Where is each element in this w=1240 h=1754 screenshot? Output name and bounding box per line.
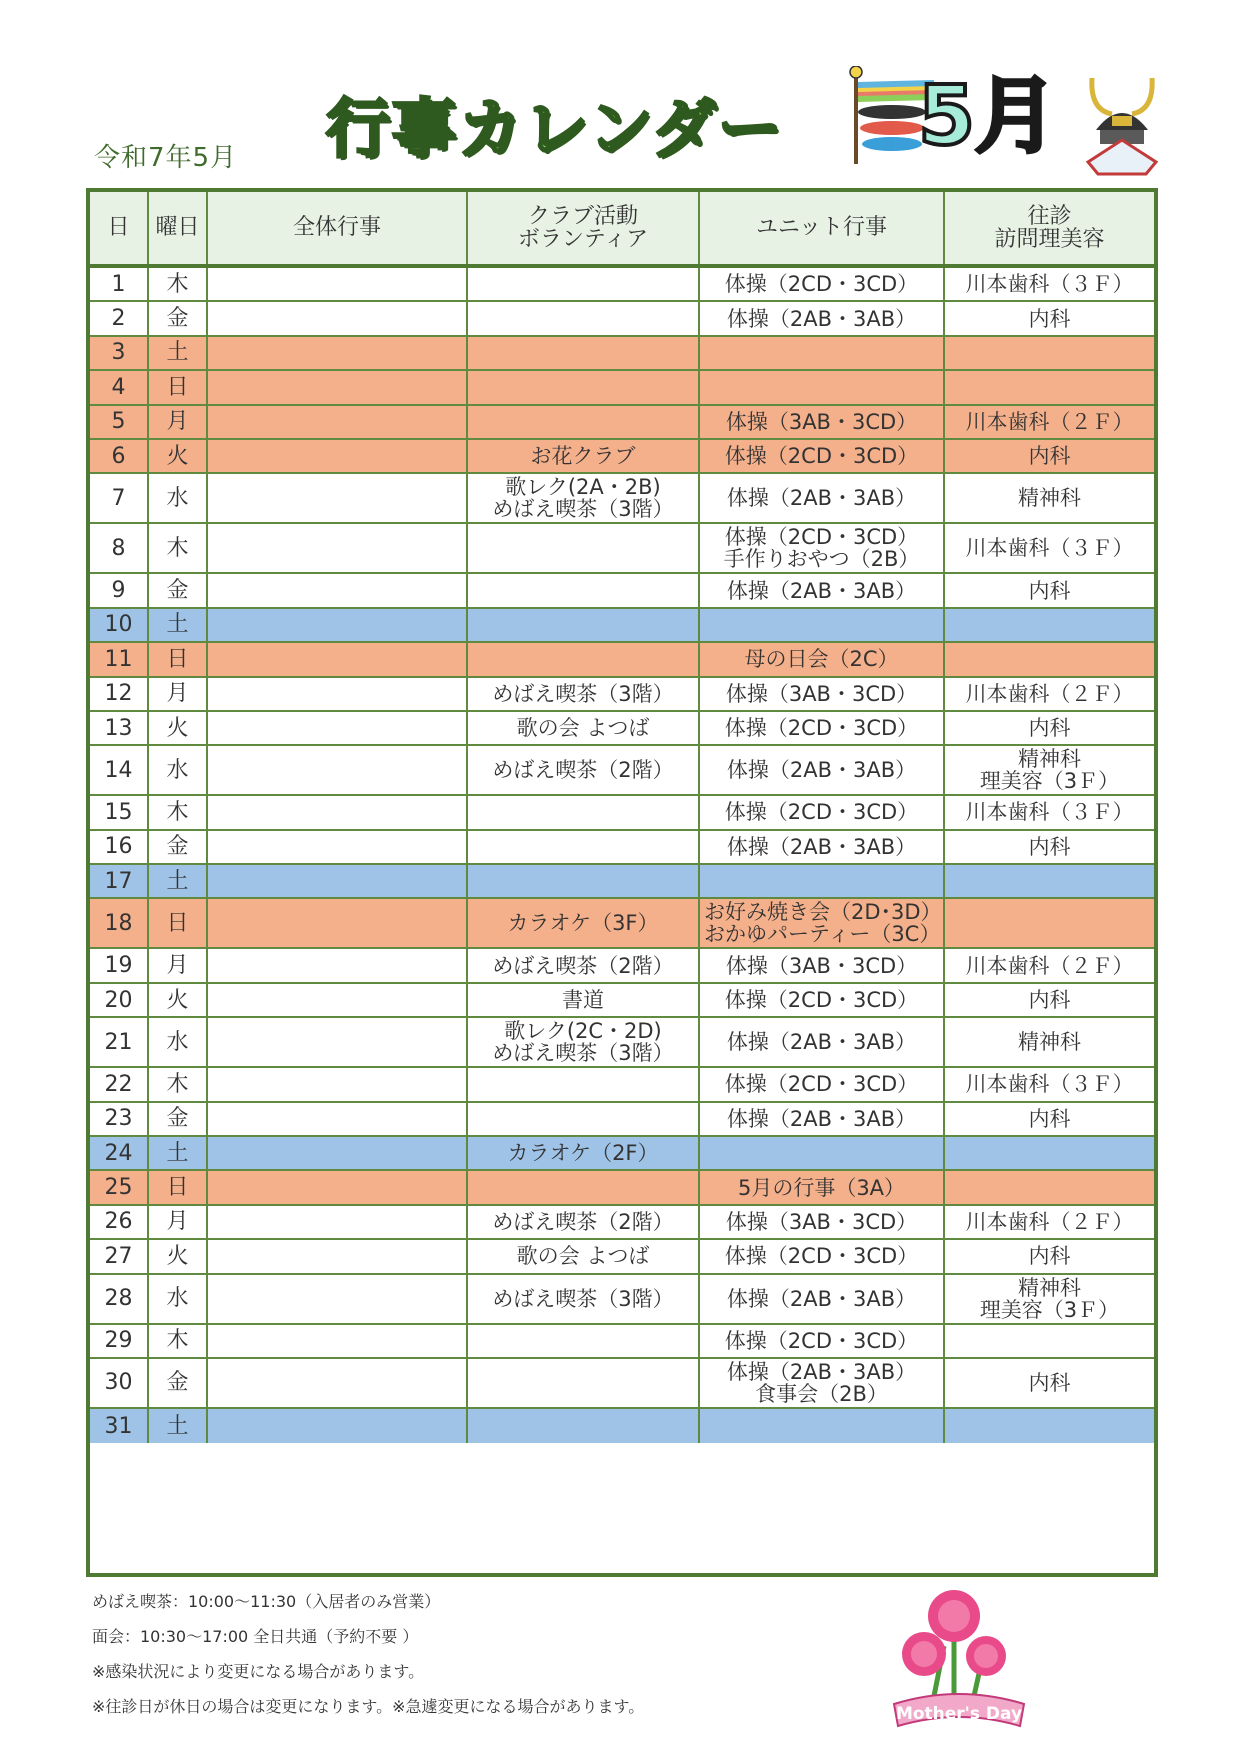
club-cell: [468, 643, 700, 675]
day-cell: 1: [90, 268, 149, 300]
day-cell: 26: [90, 1206, 149, 1238]
unit-events-cell: お好み焼き会（2D･3D） おかゆパーティー（3C）: [700, 899, 945, 947]
unit-events-cell: 体操（2AB・3AB）: [700, 1018, 945, 1066]
weekday-cell: 月: [149, 678, 208, 710]
unit-events-cell: 体操（2AB・3AB）: [700, 574, 945, 606]
table-body: [90, 268, 1154, 1573]
club-cell: [468, 574, 700, 606]
calendar-row: [90, 984, 1154, 1018]
day-cell: 16: [90, 831, 149, 863]
visit-cell: 内科: [1028, 1370, 1071, 1395]
club-cell: [468, 609, 700, 641]
visit-cell: [945, 1171, 1154, 1203]
visit-cell: 精神科 理美容（3Ｆ）: [979, 1275, 1120, 1322]
header-club-volunteer: クラブ活動 ボランティア: [468, 192, 700, 264]
all-events-cell: [208, 643, 468, 675]
weekday-cell: 水: [149, 746, 208, 794]
weekday-cell: 水: [149, 1275, 208, 1323]
all-events-cell: [208, 1103, 468, 1135]
weekday-cell: 土: [149, 865, 208, 897]
calendar-row: [90, 1068, 1154, 1102]
weekday-cell: 火: [149, 984, 208, 1016]
all-events-cell: [208, 474, 468, 522]
calendar-row: [90, 406, 1154, 440]
club-cell: [468, 406, 700, 438]
weekday-cell: 日: [149, 371, 208, 403]
all-events-cell: [208, 609, 468, 641]
weekday-cell: 木: [149, 796, 208, 828]
day-cell: 3: [90, 337, 149, 369]
unit-events-cell: 体操（2CD・3CD）: [700, 1068, 945, 1100]
day-cell: 25: [90, 1171, 149, 1203]
header-all-events: 全体行事: [208, 192, 468, 264]
header-day: 日: [90, 192, 149, 264]
calendar-row: [90, 474, 1154, 524]
weekday-cell: 火: [149, 440, 208, 472]
calendar-row: [90, 1171, 1154, 1205]
day-cell: 14: [90, 746, 149, 794]
weekday-cell: 木: [149, 268, 208, 300]
all-events-cell: [208, 1409, 468, 1443]
carnation-bouquet-icon: [874, 1576, 1044, 1736]
day-cell: 29: [90, 1325, 149, 1357]
unit-events-cell: 体操（2CD・3CD）: [700, 268, 945, 300]
unit-events-cell: [700, 1409, 945, 1443]
all-events-cell: [208, 1137, 468, 1169]
club-cell: めばえ喫茶（3階）: [468, 678, 700, 710]
day-cell: 13: [90, 712, 149, 744]
all-events-cell: [208, 406, 468, 438]
unit-events-cell: 体操（2CD・3CD）: [700, 796, 945, 828]
day-cell: 6: [90, 440, 149, 472]
all-events-cell: [208, 796, 468, 828]
unit-events-cell: 体操（2CD・3CD） 手作りおやつ（2B）: [700, 524, 945, 572]
visit-cell: 内科: [1028, 1244, 1071, 1269]
all-events-cell: [208, 712, 468, 744]
calendar-row: [90, 643, 1154, 677]
weekday-cell: 土: [149, 1409, 208, 1443]
visit-cell: 精神科: [1018, 486, 1081, 511]
unit-events-cell: 体操（2AB・3AB）: [700, 831, 945, 863]
unit-events-cell: [700, 371, 945, 403]
header-unit-events: ユニット行事: [700, 192, 945, 264]
weekday-cell: 木: [149, 1325, 208, 1357]
note-infection-change: ※感染状況により変更になる場合があります。: [92, 1662, 425, 1681]
calendar-row: [90, 371, 1154, 405]
visit-cell: 内科: [1028, 834, 1071, 859]
day-cell: 28: [90, 1275, 149, 1323]
calendar-row: [90, 949, 1154, 983]
unit-events-cell: 体操（3AB・3CD）: [700, 406, 945, 438]
club-cell: お花クラブ: [468, 440, 700, 472]
table-header-row: [90, 192, 1154, 268]
visit-cell: 精神科: [1018, 1030, 1081, 1055]
calendar-row: [90, 831, 1154, 865]
weekday-cell: 水: [149, 474, 208, 522]
calendar-row: [90, 1206, 1154, 1240]
visit-cell: 川本歯科（２Ｆ）: [965, 1209, 1134, 1234]
unit-events-cell: 体操（2AB・3AB）: [700, 474, 945, 522]
club-cell: [468, 1325, 700, 1357]
mothers-day-text: Mother's Day: [895, 1704, 1023, 1724]
calendar-row: [90, 524, 1154, 574]
visit-cell: 精神科 理美容（3Ｆ）: [979, 747, 1120, 794]
event-calendar-table: [86, 188, 1158, 1577]
unit-events-cell: 体操（2CD・3CD）: [700, 984, 945, 1016]
club-cell: 歌レク(2A・2B) めばえ喫茶（3階）: [468, 474, 700, 522]
club-cell: [468, 865, 700, 897]
unit-events-cell: [700, 609, 945, 641]
day-cell: 30: [90, 1359, 149, 1407]
unit-events-cell: [700, 865, 945, 897]
calendar-row: [90, 440, 1154, 474]
calendar-row: [90, 712, 1154, 746]
calendar-row: [90, 302, 1154, 336]
weekday-cell: 月: [149, 406, 208, 438]
visit-cell: 内科: [1028, 306, 1071, 331]
day-cell: 11: [90, 643, 149, 675]
unit-events-cell: 5月の行事（3A）: [700, 1171, 945, 1203]
club-cell: [468, 796, 700, 828]
day-cell: 31: [90, 1409, 149, 1443]
club-cell: 書道: [468, 984, 700, 1016]
visit-cell: 内科: [1028, 988, 1071, 1013]
visit-cell: 内科: [1028, 444, 1071, 469]
all-events-cell: [208, 949, 468, 981]
club-cell: 歌の会 よつば: [468, 712, 700, 744]
calendar-row: [90, 1103, 1154, 1137]
day-cell: 7: [90, 474, 149, 522]
header-weekday: 曜日: [149, 192, 208, 264]
day-cell: 5: [90, 406, 149, 438]
visit-cell: 川本歯科（３Ｆ）: [965, 800, 1134, 825]
weekday-cell: 火: [149, 1240, 208, 1272]
kabuto-helmet-icon: [1082, 70, 1162, 180]
visit-cell: [945, 1325, 1154, 1357]
visit-cell: [945, 337, 1154, 369]
visit-cell: [945, 609, 1154, 641]
visit-cell: [945, 371, 1154, 403]
club-cell: カラオケ（3F）: [468, 899, 700, 947]
club-cell: [468, 302, 700, 334]
day-cell: 20: [90, 984, 149, 1016]
all-events-cell: [208, 302, 468, 334]
calendar-row: [90, 337, 1154, 371]
weekday-cell: 木: [149, 524, 208, 572]
month-heading: 5月: [918, 69, 1058, 164]
all-events-cell: [208, 1359, 468, 1407]
day-cell: 17: [90, 865, 149, 897]
all-events-cell: [208, 831, 468, 863]
unit-events-cell: 体操（2AB・3AB）: [700, 746, 945, 794]
visit-cell: 川本歯科（３Ｆ）: [965, 536, 1134, 561]
day-cell: 21: [90, 1018, 149, 1066]
all-events-cell: [208, 1240, 468, 1272]
day-cell: 8: [90, 524, 149, 572]
weekday-cell: 土: [149, 609, 208, 641]
all-events-cell: [208, 1206, 468, 1238]
unit-events-cell: 体操（3AB・3CD）: [700, 1206, 945, 1238]
all-events-cell: [208, 1275, 468, 1323]
unit-events-cell: 体操（2AB・3AB）: [700, 302, 945, 334]
club-cell: 歌レク(2C・2D) めばえ喫茶（3階）: [468, 1018, 700, 1066]
weekday-cell: 金: [149, 1359, 208, 1407]
club-cell: [468, 371, 700, 403]
calendar-row: [90, 268, 1154, 302]
all-events-cell: [208, 337, 468, 369]
unit-events-cell: 体操（2CD・3CD）: [700, 1240, 945, 1272]
day-cell: 19: [90, 949, 149, 981]
all-events-cell: [208, 1068, 468, 1100]
weekday-cell: 水: [149, 1018, 208, 1066]
calendar-row: [90, 796, 1154, 830]
all-events-cell: [208, 746, 468, 794]
all-events-cell: [208, 371, 468, 403]
note-visiting-hours: 面会：10:30～17:00 全日共通（予約不要 ）: [92, 1627, 419, 1646]
unit-events-cell: 体操（2CD・3CD）: [700, 712, 945, 744]
weekday-cell: 日: [149, 1171, 208, 1203]
weekday-cell: 土: [149, 1137, 208, 1169]
calendar-row: [90, 1137, 1154, 1171]
club-cell: [468, 1171, 700, 1203]
day-cell: 9: [90, 574, 149, 606]
visit-cell: [945, 1409, 1154, 1443]
weekday-cell: 日: [149, 899, 208, 947]
all-events-cell: [208, 865, 468, 897]
unit-events-cell: [700, 337, 945, 369]
unit-events-cell: 体操（3AB・3CD）: [700, 678, 945, 710]
visit-cell: [945, 865, 1154, 897]
footer-notes: [92, 1584, 644, 1724]
visit-cell: 川本歯科（２Ｆ）: [965, 681, 1134, 706]
weekday-cell: 土: [149, 337, 208, 369]
calendar-row: [90, 1409, 1154, 1443]
calendar-row: [90, 574, 1154, 608]
unit-events-cell: 体操（2AB・3AB） 食事会（2B）: [700, 1359, 945, 1407]
weekday-cell: 金: [149, 574, 208, 606]
calendar-row: [90, 899, 1154, 949]
weekday-cell: 木: [149, 1068, 208, 1100]
visit-cell: [945, 643, 1154, 675]
day-cell: 23: [90, 1103, 149, 1135]
day-cell: 24: [90, 1137, 149, 1169]
visit-cell: 川本歯科（３Ｆ）: [965, 1072, 1134, 1097]
visit-cell: 川本歯科（３Ｆ）: [965, 272, 1134, 297]
day-cell: 4: [90, 371, 149, 403]
all-events-cell: [208, 678, 468, 710]
all-events-cell: [208, 1171, 468, 1203]
visit-cell: 川本歯科（２Ｆ）: [965, 409, 1134, 434]
day-cell: 18: [90, 899, 149, 947]
club-cell: [468, 524, 700, 572]
all-events-cell: [208, 984, 468, 1016]
weekday-cell: 月: [149, 949, 208, 981]
calendar-row: [90, 865, 1154, 899]
unit-events-cell: 体操（3AB・3CD）: [700, 949, 945, 981]
club-cell: [468, 1103, 700, 1135]
visit-cell: 内科: [1028, 1106, 1071, 1131]
note-cafe-hours: めばえ喫茶：10:00～11:30（入居者のみ営業）: [92, 1592, 441, 1611]
unit-events-cell: 母の日会（2C）: [700, 643, 945, 675]
club-cell: [468, 1359, 700, 1407]
header-visit-medical: 往診 訪問理美容: [994, 203, 1105, 252]
visit-cell: [945, 1137, 1154, 1169]
all-events-cell: [208, 268, 468, 300]
weekday-cell: 火: [149, 712, 208, 744]
club-cell: 歌の会 よつば: [468, 1240, 700, 1272]
club-cell: めばえ喫茶（3階）: [468, 1275, 700, 1323]
club-cell: [468, 337, 700, 369]
club-cell: [468, 1068, 700, 1100]
day-cell: 10: [90, 609, 149, 641]
visit-cell: 川本歯科（２Ｆ）: [965, 953, 1134, 978]
calendar-row: [90, 1275, 1154, 1325]
page-title: 行事カレンダー: [326, 93, 784, 167]
club-cell: めばえ喫茶（2階）: [468, 949, 700, 981]
calendar-row: [90, 609, 1154, 643]
all-events-cell: [208, 574, 468, 606]
unit-events-cell: 体操（2CD・3CD）: [700, 1325, 945, 1357]
calendar-row: [90, 1240, 1154, 1274]
calendar-row: [90, 678, 1154, 712]
club-cell: めばえ喫茶（2階）: [468, 1206, 700, 1238]
club-cell: めばえ喫茶（2階）: [468, 746, 700, 794]
day-cell: 15: [90, 796, 149, 828]
visit-cell: 内科: [1028, 716, 1071, 741]
weekday-cell: 日: [149, 643, 208, 675]
day-cell: 27: [90, 1240, 149, 1272]
unit-events-cell: 体操（2AB・3AB）: [700, 1275, 945, 1323]
weekday-cell: 月: [149, 1206, 208, 1238]
day-cell: 22: [90, 1068, 149, 1100]
all-events-cell: [208, 524, 468, 572]
note-holiday-change: ※往診日が休日の場合は変更になります。※急遽変更になる場合があります。: [92, 1697, 645, 1716]
unit-events-cell: 体操（2AB・3AB）: [700, 1103, 945, 1135]
calendar-row: [90, 1018, 1154, 1068]
all-events-cell: [208, 899, 468, 947]
all-events-cell: [208, 1018, 468, 1066]
all-events-cell: [208, 1325, 468, 1357]
calendar-row: [90, 1325, 1154, 1359]
day-cell: 12: [90, 678, 149, 710]
unit-events-cell: [700, 1137, 945, 1169]
era-date: 令和7年5月: [94, 143, 238, 173]
unit-events-cell: 体操（2CD・3CD）: [700, 440, 945, 472]
calendar-row: [90, 1359, 1154, 1409]
weekday-cell: 金: [149, 1103, 208, 1135]
club-cell: [468, 268, 700, 300]
weekday-cell: 金: [149, 302, 208, 334]
calendar-row: [90, 746, 1154, 796]
day-cell: 2: [90, 302, 149, 334]
club-cell: [468, 1409, 700, 1443]
club-cell: カラオケ（2F）: [468, 1137, 700, 1169]
all-events-cell: [208, 440, 468, 472]
weekday-cell: 金: [149, 831, 208, 863]
visit-cell: [945, 899, 1154, 947]
club-cell: [468, 831, 700, 863]
visit-cell: 内科: [1028, 578, 1071, 603]
